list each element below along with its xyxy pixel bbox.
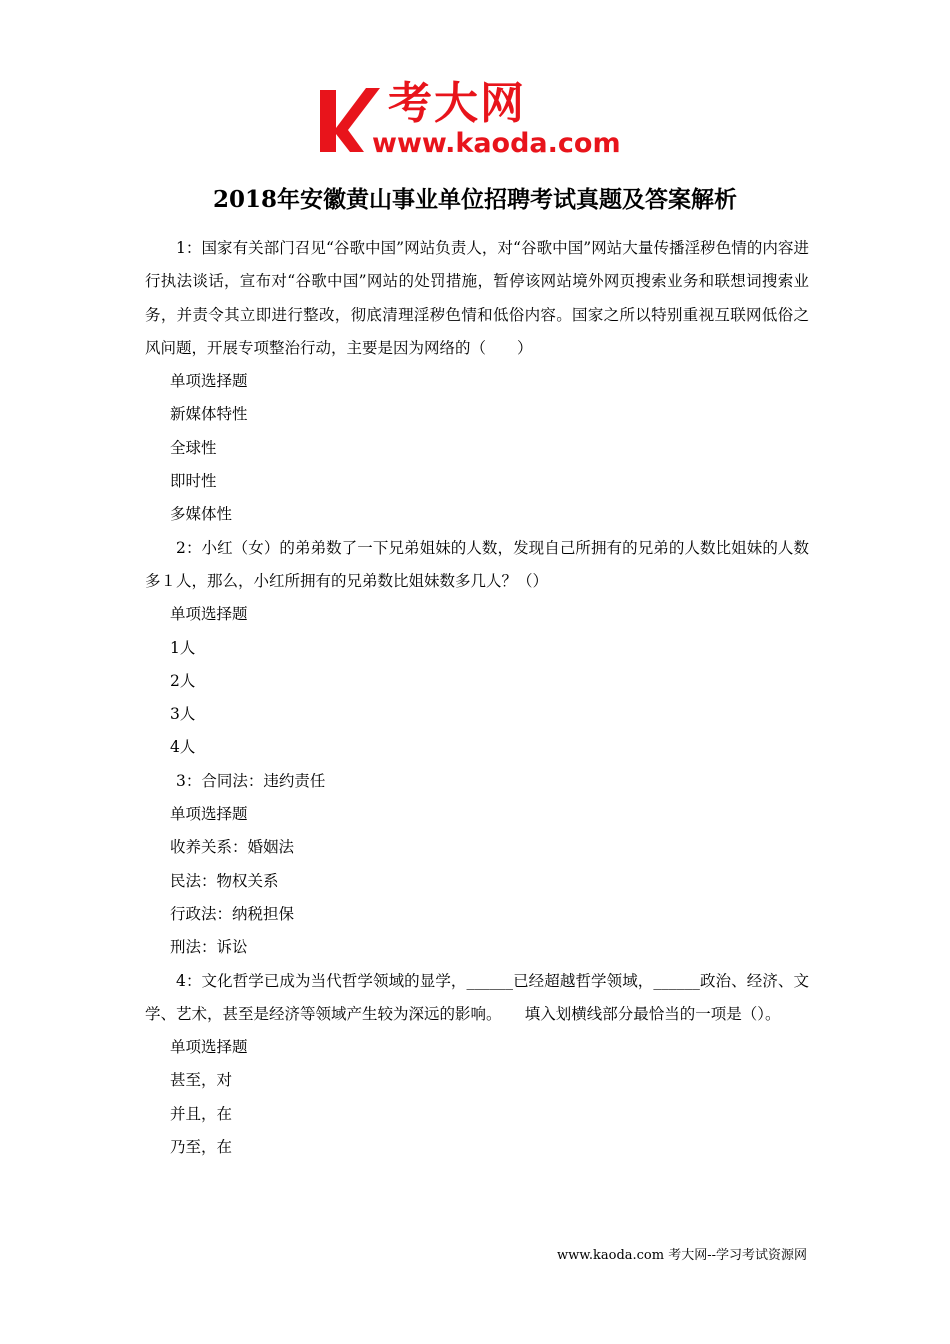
logo-brand-url: www.kaoda.com (372, 128, 621, 159)
option-item: 2人 (170, 671, 196, 690)
option-item: 新媒体特性 (170, 405, 248, 424)
question-stem: 4：文化哲学已成为当代哲学领域的显学，______已经超越哲学领域，______政治、经济、文学、艺术，甚至是经济等领域产生较为深远的影响。 填入划横线部分最恰当的一项是（）。 (145, 971, 809, 1023)
option-item: 收养关系：婚姻法 (170, 838, 295, 857)
question-list (145, 232, 809, 1164)
option-item: 乃至，在 (170, 1138, 233, 1157)
question-2 (145, 532, 809, 765)
option-item: 并且，在 (170, 1104, 233, 1123)
question-3 (145, 765, 809, 965)
option-item: 1人 (170, 638, 196, 657)
option-item: 全球性 (170, 438, 217, 457)
question-type: 单项选择题 (170, 605, 248, 624)
page-footer[interactable]: www.kaoda.com 考大网--学习考试资源网 (557, 1248, 807, 1263)
question-stem: 1：国家有关部门召见“谷歌中国”网站负责人，对“谷歌中国”网站大量传播淫秽色情的内容进行执法谈话，宣布对“谷歌中国”网站的处罚措施，暂停该网站境外网页搜索业务和联想词搜索业务，并责令其立即进行整改，彻底清理淫秽色情和低俗内容。国家之所以特别重视互联网低俗之风问题，开展专项整治行动，主要是因为网络的（ ） (145, 239, 809, 357)
question-type: 单项选择题 (170, 805, 248, 824)
option-item: 4人 (170, 738, 196, 757)
document-title: 2018年安徽黄山事业单位招聘考试真题及答案解析 (212, 186, 737, 213)
question-stem: 3：合同法：违约责任 (176, 771, 326, 790)
option-item: 民法：物权关系 (170, 871, 279, 890)
option-item: 即时性 (170, 472, 217, 491)
question-stem: 2：小红（女）的弟弟数了一下兄弟姐妹的人数，发现自己所拥有的兄弟的人数比姐妹的人数多１人，那么，小红所拥有的兄弟数比姐妹数多几人？（） (145, 538, 809, 590)
question-4 (145, 965, 809, 1165)
kaoda-logo[interactable] (318, 80, 638, 162)
question-type: 单项选择题 (170, 372, 248, 391)
question-type: 单项选择题 (170, 1038, 248, 1057)
option-item: 多媒体性 (170, 505, 233, 524)
logo-brand-cn: 考大网 (388, 78, 526, 129)
question-1 (145, 232, 809, 532)
option-item: 3人 (170, 705, 196, 724)
option-item: 行政法：纳税担保 (170, 904, 295, 923)
option-item: 刑法：诉讼 (170, 938, 248, 957)
option-item: 甚至，对 (170, 1071, 233, 1090)
